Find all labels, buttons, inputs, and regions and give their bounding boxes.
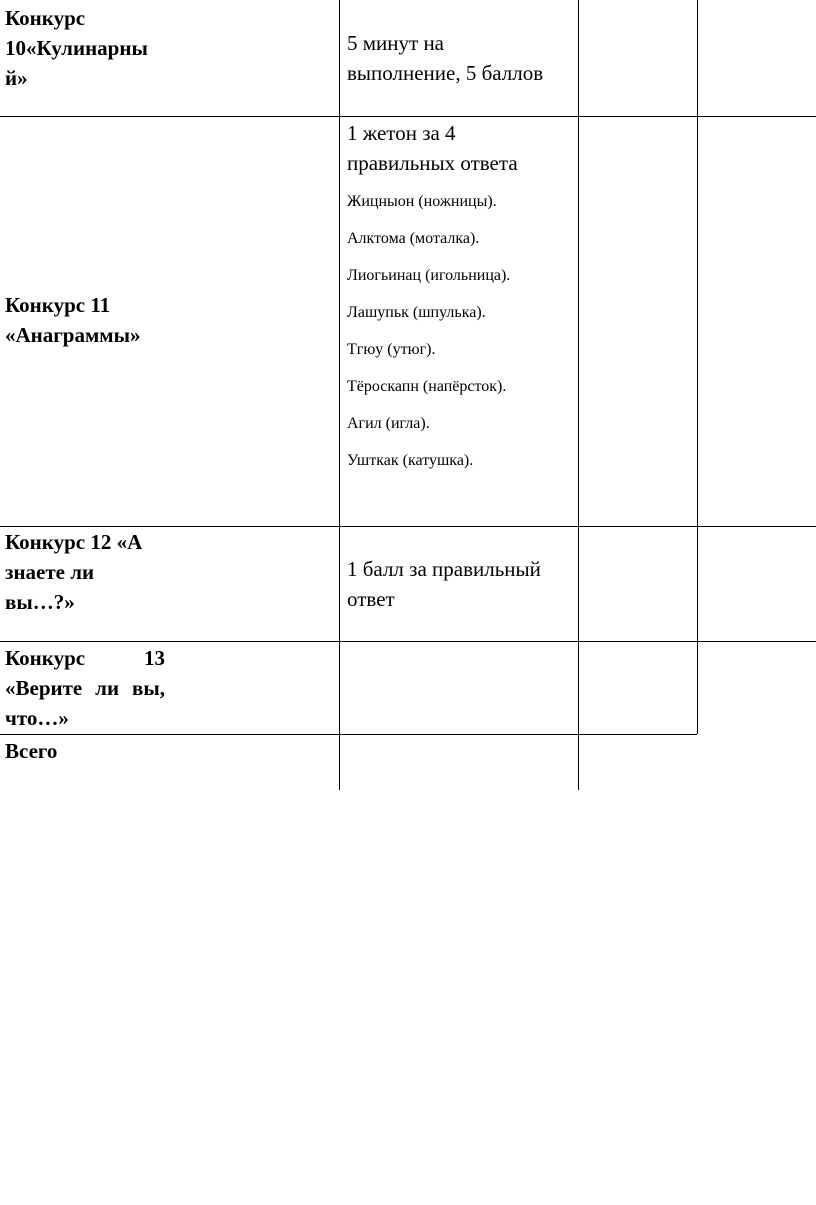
description-line: ответ (347, 587, 395, 611)
column-divider-1 (339, 0, 340, 790)
contest-10-description (347, 28, 572, 88)
column-divider-3 (697, 0, 698, 734)
title-line (5, 673, 165, 703)
title-word: что…» (5, 706, 69, 730)
title-line (5, 703, 165, 733)
description-line: 5 минут на (347, 31, 445, 55)
contest-12-title (5, 527, 185, 617)
title-line: Конкурс 11 (5, 293, 111, 317)
title-line: Конкурс 12 «А (5, 530, 143, 554)
row-divider-4 (0, 734, 697, 735)
row-divider-3 (0, 641, 816, 642)
title-word: «Верите (5, 676, 83, 700)
title-word: вы, (131, 676, 165, 700)
title-line: Всего (5, 739, 58, 763)
title-line: Конкурс (5, 6, 86, 30)
title-line: 10«Кулинарны (5, 36, 148, 60)
row-divider-1 (0, 116, 816, 117)
description-line: выполнение, 5 баллов (347, 61, 544, 85)
anagram-list (347, 192, 575, 488)
title-word: Конкурс (5, 646, 86, 670)
column-divider-2 (578, 0, 579, 790)
description-line: правильных ответа (347, 151, 518, 175)
contest-10-title (5, 3, 165, 93)
anagram-item: Агил (игла). (347, 415, 430, 432)
anagram-item: Тёроскапн (напёрсток). (347, 378, 507, 395)
anagram-item: Тгюу (утюг). (347, 341, 436, 358)
anagram-item: Алктома (моталка). (347, 230, 480, 247)
contest-13-title (5, 643, 165, 733)
contest-11-title (5, 290, 185, 350)
contest-11-description (347, 118, 572, 178)
anagram-item: Лиогьинац (игольница). (347, 267, 511, 284)
title-line (5, 643, 165, 673)
anagram-item: Ушткак (катушка). (347, 452, 474, 469)
total-title (5, 736, 185, 766)
title-word: 13 (144, 646, 165, 670)
anagram-item: Жицныон (ножницы). (347, 193, 497, 210)
title-line: «Анаграммы» (5, 323, 141, 347)
description-line: 1 балл за правильный (347, 557, 541, 581)
contest-12-description (347, 554, 575, 614)
title-line: й» (5, 66, 28, 90)
title-line: знаете ли (5, 560, 95, 584)
description-line: 1 жетон за 4 (347, 121, 456, 145)
title-line: вы…?» (5, 590, 75, 614)
anagram-item: Лашупьк (шпулька). (347, 304, 486, 321)
title-word: ли (95, 676, 120, 700)
